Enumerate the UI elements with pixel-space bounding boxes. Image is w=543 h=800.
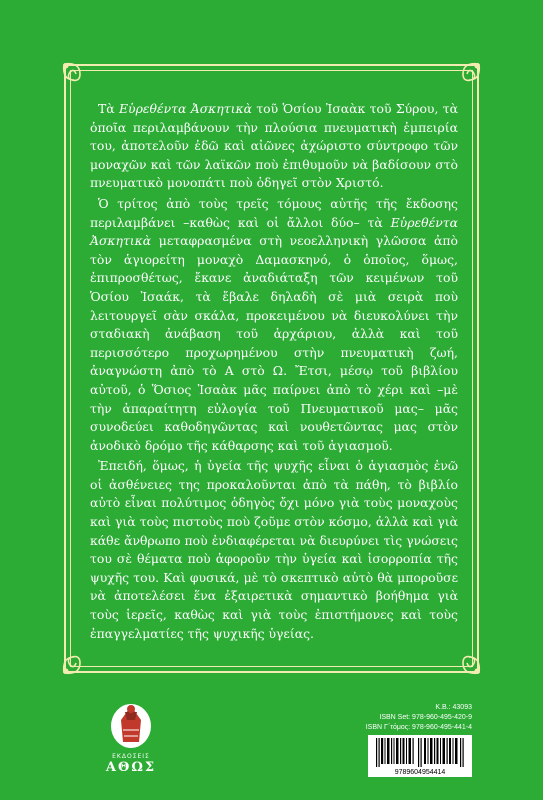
catalog-number: Κ.Β.: 43093 xyxy=(435,704,472,711)
blurb-text: μεταφρασμένα στὴ νεοελληνικὴ γλῶσσα ἀπὸ τὸν ἁγιορείτη μοναχὸ Δαμασκηνό, ὁ ὁποῖος, ὅμως, ἐπιπροσθέτως, ἔκανε ἀναδιάταξη τῶν κειμένων τοῦ Ὁσίου Ἰσαάκ, τὰ ἔβαλε δηλαδὴ σὲ μιὰ σειρὰ ποὺ λειτουργεῖ σὰν σκάλα, προκειμένου νὰ διευκολύνει τὴν σταδιακὴ ἀνάβαση τοῦ ἀρχάριου, ἀλλὰ καὶ τοῦ περισσότερο προχωρημένου στὴν πνευματικὴ ζωή, ἀναγνώστη ἀπὸ τὸ Α στὸ Ω. Ἔτσι, μέσῳ τοῦ βιβλίου αὐτοῦ, ὁ Ὅσιος Ἰσαὰκ μᾶς παίρνει ἀπὸ τὸ χέρι καὶ –μὲ τὴν ἀπαραίτητη εὐλογία τοῦ Πνευματικοῦ μας– μᾶς συνοδεύει καθοδηγῶντας καὶ νουθετῶντας μας στὸν ἀνοδικὸ δρόμο τῆς κάθαρσης καὶ τοῦ ἁγιασμοῦ. xyxy=(90,233,458,453)
publisher-name: ΑΘΩΣ xyxy=(105,760,157,775)
blurb-text: Ὁ τρίτος ἀπὸ τοὺς τρεῖς τόμους αὐτῆς τῆς ἔκδοσης περιλαμβάνει –καθὼς καὶ οἱ ἄλλοι δύο– τὰ xyxy=(90,195,458,230)
blurb-text: Τὰ xyxy=(98,101,120,116)
back-cover-blurb xyxy=(90,100,458,645)
blurb-paragraph-3: Ἐπειδή, ὅμως, ἡ ὑγεία τῆς ψυχῆς εἶναι ὁ ἁγιασμὸς ἐνῶ οἱ ἀσθένειες της προκαλοῦνται ἀπὸ τὰ πάθη, τὸ βιβλίο αὐτὸ εἶναι πολύτιμος ὁδηγὸς ὄχι μόνο γιὰ τοὺς μοναχοὺς καὶ γιὰ τοὺς πιστοὺς ποὺ ζοῦμε στὸν κόσμο, ἀλλὰ καὶ γιὰ κάθε ἄνθρωπο ποὺ ἐνδιαφέρεται νὰ διευρύνει τὶς γνώσεις του σὲ θέματα ποὺ ἀφοροῦν τὴν ὑγεία καὶ ἰσορροπία τῆς ψυχῆς του. Καὶ φυσικά, μὲ τὸ σκεπτικὸ αὐτὸ θὰ μποροῦσε νὰ ἀποτελέσει ἕνα ἐξαιρετικὰ σημαντικὸ βοήθημα γιὰ τοὺς ἱερεῖς, καθὼς καὶ γιὰ τοὺς ἐπιστήμονες καὶ τοὺς ἐπαγγελματίες τῆς ψυχικῆς ὑγείας. xyxy=(90,458,458,641)
blurb-paragraph-2 xyxy=(90,195,458,455)
barcode-number: 9789604954414 xyxy=(394,769,446,776)
corner-ornament-icon xyxy=(443,60,483,100)
book-title-italic: Εὑρεθέντα Ἀσκητικὰ xyxy=(90,214,458,249)
publisher-label: ΕΚΔΟΣΕΙΣ xyxy=(112,753,150,760)
blurb-text: τοῦ Ὁσίου Ἰσαὰκ τοῦ Σύρου, τὰ ὁποῖα περιλαμβάνουν τὴν πλούσια πνευματικὴ ἐμπειρία του, ἀποτελοῦν ἐδῶ καὶ αἰῶνες ἀχώριστο σύντροφο τῶν μοναχῶν καὶ τῶν λαϊκῶν ποὺ ἐπιθυμοῦν νὰ βαδίσουν στὸ πνευματικὸ μονοπάτι ποὺ ὁδηγεῖ στὸν Χριστό. xyxy=(90,101,458,191)
isbn-block xyxy=(337,703,472,733)
blurb-paragraph-1 xyxy=(90,100,458,193)
isbn-volume: ISBN Γ΄τόμος: 978-960-495-441-4 xyxy=(365,724,472,731)
barcode xyxy=(368,735,472,777)
corner-ornament-icon xyxy=(60,60,100,100)
isbn-set: ISBN Set: 978-960-495-420-9 xyxy=(379,714,472,721)
book-title-italic: Εὑρεθέντα Ἀσκητικὰ xyxy=(119,101,252,116)
